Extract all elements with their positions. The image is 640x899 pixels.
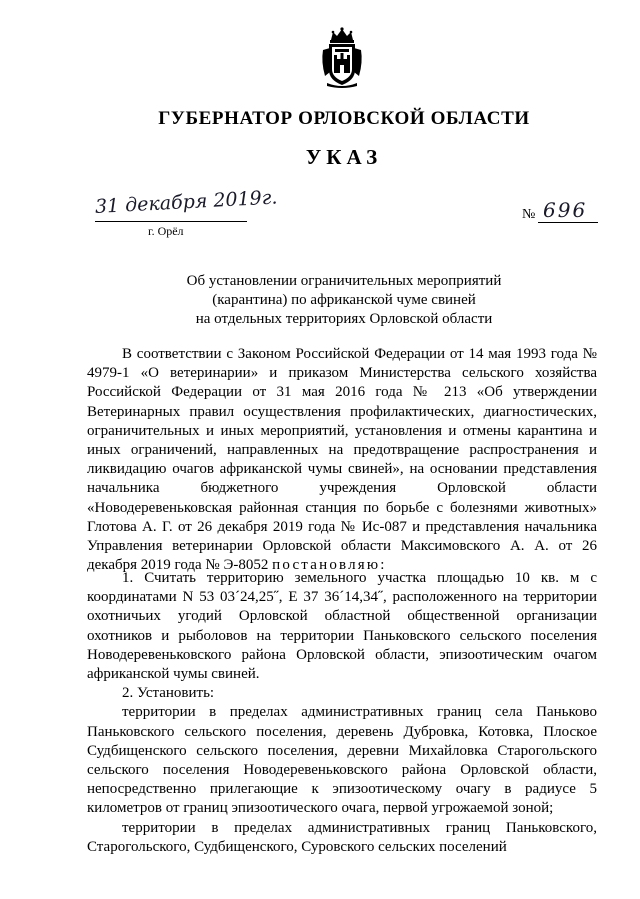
decree-subject [0, 272, 640, 329]
decree-items [87, 569, 597, 857]
number-label: № [522, 207, 536, 222]
preamble-block [87, 345, 597, 575]
item-2-first-zone: территории в пределах административных границ села Паньково Паньковского сельского поселения, деревень Дубровка, Котовка, Плоское Судбищенского сельского поселения, деревни Михайловка Старогольского сельского поселения Новодеревеньковского района Орловской области, непосредственно прилегающие к эпизоотическому очагу в радиусе 5 километров от границ эпизоотического очага, первой угрожаемой зоной; [87, 704, 597, 817]
item-2-second-zone: территории в пределах административных границ Паньковского, Старогольского, Судбищенского, Суровского сельских поселений [87, 819, 597, 855]
subject-line: (карантина) по африканской чуме свиней [212, 292, 476, 308]
subject-line: на отдельных территориях Орловской области [195, 311, 493, 327]
date-underline [95, 221, 247, 222]
handwritten-date: 31 декабря 2019г. [94, 186, 278, 218]
number-underline [538, 222, 598, 223]
subject-line: Об установлении ограничительных мероприятий [186, 273, 502, 289]
issuer-title: ГУБЕРНАТОР ОРЛОВСКОЙ ОБЛАСТИ [158, 108, 530, 129]
handwritten-number: 696 [543, 198, 588, 222]
coat-of-arms-icon [319, 26, 365, 88]
city-label: г. Орёл [148, 224, 184, 238]
preamble-text: В соответствии с Законом Российской Федерации от 14 мая 1993 года № 4979-1 «О ветеринарии» и приказом Министерства сельского хозяйства Российской Федерации от 31 мая 2016 года № 213 «Об утверждении Ветеринарных правил осуществления профилактических, диагностических, ограничительных и иных мероприятий, установления и отмены карантина и иных ограничений, направленных на предотвращение распространения и ликвидацию очагов африканской чумы свиней», на основании представления начальника бюджетного учреждения Орловской области «Новодеревеньковская районная станция по борьбе с болезнями животных» Глотова А. Г. от 26 декабря 2019 года № Ис-087 и представления начальника Управления ветеринарии Орловской области Максимовского А. А. от 26 декабря 2019 года № Э-8052 [87, 346, 597, 574]
resolution-word: постановляю: [272, 557, 387, 574]
item-2-heading: 2. Установить: [122, 685, 215, 702]
item-1: 1. Считать территорию земельного участка площадью 10 кв. м с координатами N 53 03´24,25˝, E 37 36´14,34˝, расположенного на территории охотничьих угодий Орловской областной общественной организации охотников и рыболовов на территории Паньковского сельского поселения Новодеревеньковского района Орловской области, эпизоотическим очагом африканской чумы свиней. [87, 570, 597, 683]
preamble-paragraph [87, 345, 597, 575]
document-type: УКАЗ [305, 145, 383, 169]
